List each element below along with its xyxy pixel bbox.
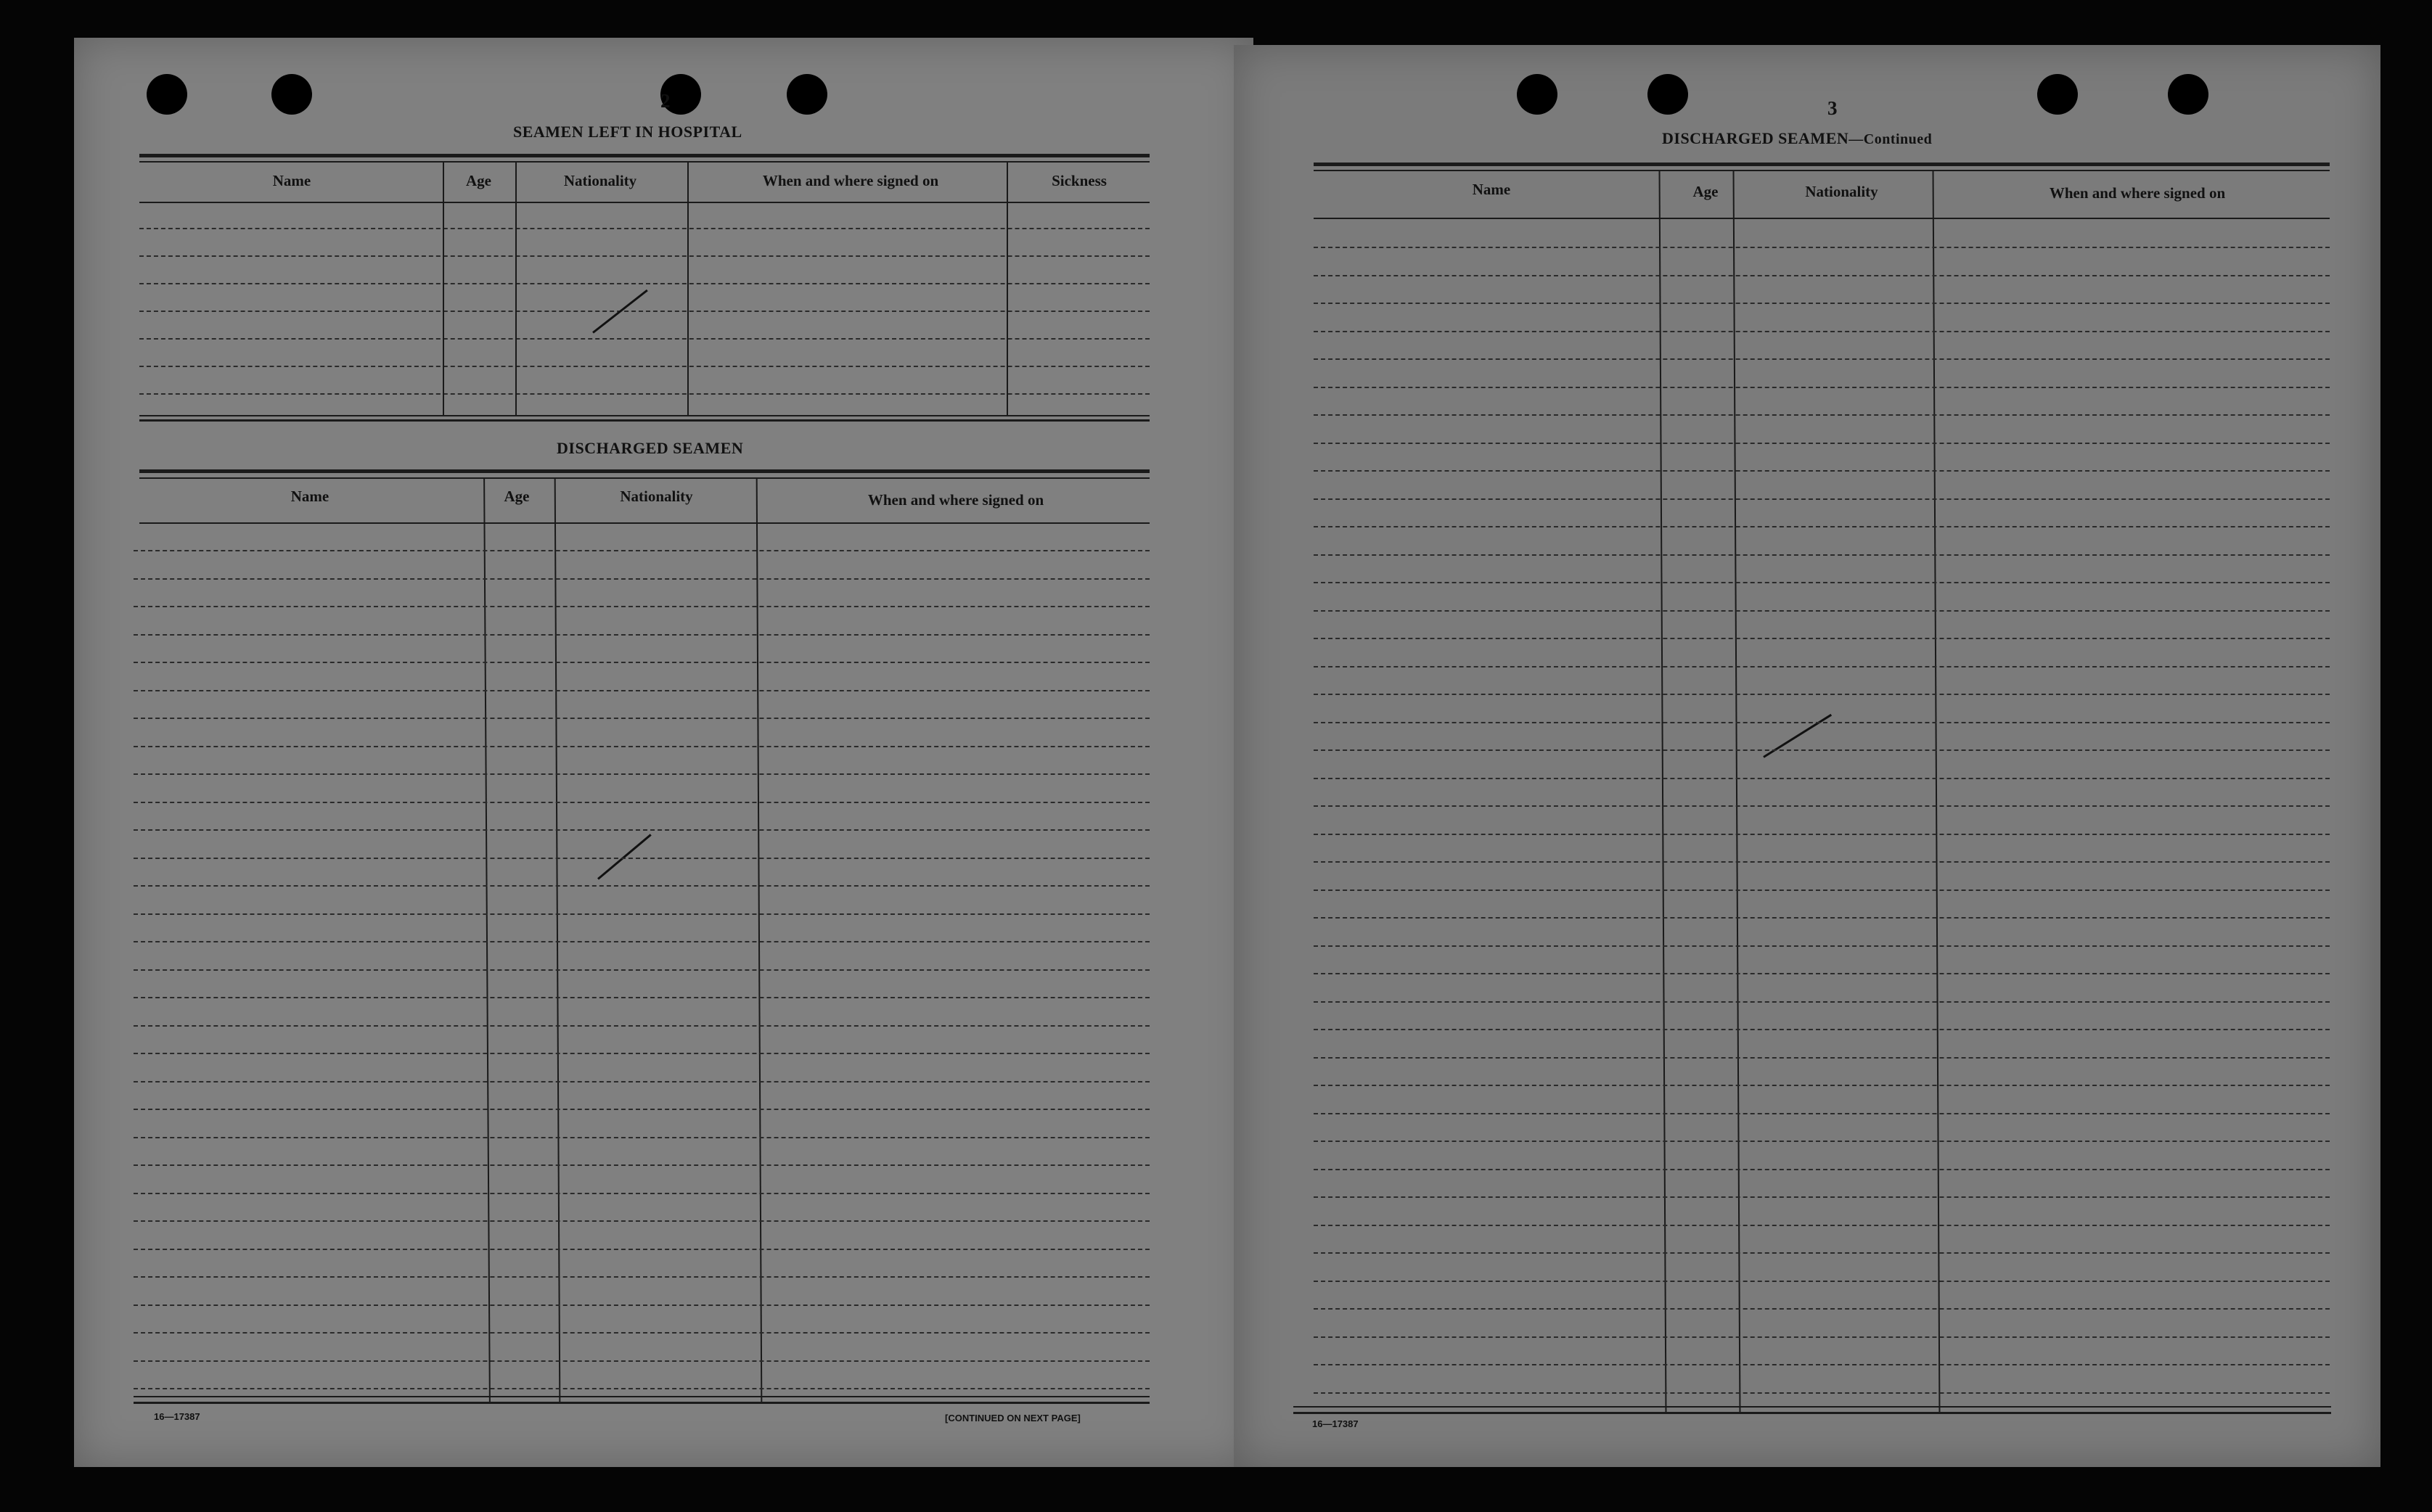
entry-line: [134, 1137, 1150, 1138]
column-divider: [443, 163, 444, 416]
entry-line: [1314, 443, 2330, 444]
entry-line: [1314, 889, 2330, 891]
entry-line: [134, 802, 1150, 803]
entry-line: [1314, 470, 2330, 472]
entry-line: [1314, 638, 2330, 639]
entry-line: [1314, 498, 2330, 500]
entry-line: [1314, 1113, 2330, 1114]
entry-line: [1314, 778, 2330, 779]
entry-line: [134, 662, 1150, 663]
entry-line: [1314, 1141, 2330, 1142]
page-number: 2: [660, 90, 671, 112]
page-number: 3: [1827, 97, 1838, 119]
section-title-suffix: —Continued: [1848, 131, 1933, 147]
punch-hole: [1647, 74, 1688, 115]
entry-line: [134, 773, 1150, 775]
entry-line: [134, 578, 1150, 580]
check-mark: [1763, 714, 1832, 758]
column-divider: [515, 163, 517, 416]
entry-line: [134, 1249, 1150, 1250]
entry-line: [134, 885, 1150, 887]
entry-line: [1314, 1225, 2330, 1226]
form-number: 16—17387: [1312, 1418, 1359, 1429]
entry-line: [1314, 414, 2330, 416]
entry-line: [1314, 303, 2330, 304]
entry-line: [134, 1388, 1150, 1389]
entry-line: [134, 550, 1150, 551]
entry-line: [134, 1053, 1150, 1054]
column-divider: [756, 479, 763, 1402]
entry-line: [1314, 1001, 2330, 1003]
punch-hole: [271, 74, 312, 115]
punch-hole: [2037, 74, 2078, 115]
entry-line: [134, 1081, 1150, 1082]
entry-line: [134, 1276, 1150, 1278]
entry-line: [134, 634, 1150, 636]
column-header-signed-on: When and where signed on: [762, 172, 939, 189]
entry-line: [134, 829, 1150, 831]
entry-line: [1314, 554, 2330, 556]
column-header-name: Name: [290, 488, 329, 505]
entry-line: [1314, 247, 2330, 248]
entry-line: [1314, 1281, 2330, 1282]
discharged-section-title: DISCHARGED SEAMEN: [557, 439, 744, 457]
entry-line: [134, 1025, 1150, 1027]
section-title-text: DISCHARGED SEAMEN: [1662, 129, 1849, 147]
header-rule: [139, 522, 1150, 524]
entry-line: [134, 746, 1150, 747]
entry-line: [139, 393, 1150, 395]
entry-line: [1314, 275, 2330, 276]
entry-line: [1314, 694, 2330, 695]
punch-hole: [787, 74, 827, 115]
column-header-signed-on: When and where signed on: [2049, 184, 2226, 202]
entry-line: [139, 228, 1150, 229]
entry-line: [1314, 1308, 2330, 1310]
entry-line: [1314, 917, 2330, 919]
column-divider: [554, 479, 561, 1402]
left-page: [74, 38, 1253, 1467]
section-rule: [139, 161, 1150, 163]
section-bottom-rule: [139, 415, 1150, 416]
column-header-sickness: Sickness: [1052, 172, 1107, 189]
entry-line: [134, 1109, 1150, 1110]
section-rule: [1314, 170, 2330, 171]
entry-line: [134, 969, 1150, 971]
entry-line: [139, 338, 1150, 340]
entry-line: [1314, 945, 2330, 947]
column-header-age: Age: [466, 172, 491, 189]
page-bottom-rule: [134, 1396, 1150, 1397]
column-header-age: Age: [1692, 183, 1719, 200]
column-divider: [483, 479, 491, 1402]
entry-line: [1314, 1169, 2330, 1170]
entry-line: [1314, 805, 2330, 807]
entry-line: [1314, 331, 2330, 332]
entry-line: [1314, 1392, 2330, 1394]
hospital-section-title: SEAMEN LEFT IN HOSPITAL: [513, 123, 742, 141]
section-rule: [139, 469, 1150, 473]
column-header-age: Age: [504, 488, 530, 505]
section-rule: [1314, 163, 2330, 166]
continued-note: [CONTINUED ON NEXT PAGE]: [945, 1413, 1081, 1423]
entry-line: [1314, 358, 2330, 360]
entry-line: [1314, 1196, 2330, 1198]
entry-line: [1314, 1029, 2330, 1030]
punch-hole: [2168, 74, 2208, 115]
section-rule: [139, 154, 1150, 157]
entry-line: [1314, 1252, 2330, 1254]
entry-line: [134, 858, 1150, 859]
right-page: [1234, 45, 2380, 1467]
punch-hole: [1517, 74, 1557, 115]
entry-line: [134, 1304, 1150, 1306]
section-bottom-rule: [139, 419, 1150, 422]
column-divider: [1007, 163, 1008, 416]
entry-line: [1314, 973, 2330, 974]
entry-line: [134, 1220, 1150, 1222]
entry-line: [134, 997, 1150, 998]
column-header-nationality: Nationality: [563, 172, 637, 189]
entry-line: [1314, 582, 2330, 583]
entry-line: [134, 718, 1150, 719]
column-header-nationality: Nationality: [1805, 183, 1878, 200]
entry-line: [134, 1360, 1150, 1362]
entry-line: [134, 913, 1150, 915]
entry-line: [1314, 610, 2330, 612]
entry-line: [1314, 834, 2330, 835]
page-bottom-rule: [1293, 1412, 2331, 1414]
entry-line: [139, 366, 1150, 367]
column-divider: [687, 163, 689, 416]
discharged-continued-title: [1662, 129, 1932, 148]
entry-line: [134, 1332, 1150, 1334]
entry-line: [134, 1193, 1150, 1194]
entry-line: [1314, 1364, 2330, 1365]
section-rule: [139, 477, 1150, 479]
form-number: 16—17387: [154, 1411, 200, 1422]
entry-line: [1314, 526, 2330, 527]
header-rule: [1314, 218, 2330, 219]
column-header-name: Name: [272, 172, 311, 189]
header-rule: [139, 202, 1150, 203]
entry-line: [1314, 722, 2330, 723]
column-header-nationality: Nationality: [620, 488, 693, 505]
entry-line: [134, 606, 1150, 607]
entry-line: [139, 311, 1150, 312]
entry-line: [1314, 861, 2330, 863]
check-mark: [597, 834, 652, 879]
column-header-name: Name: [1472, 181, 1511, 198]
entry-line: [1314, 1057, 2330, 1059]
entry-line: [1314, 666, 2330, 667]
entry-line: [139, 255, 1150, 257]
page-bottom-rule: [1293, 1406, 2331, 1408]
punch-hole: [147, 74, 187, 115]
entry-line: [1314, 749, 2330, 751]
entry-line: [1314, 1336, 2330, 1338]
entry-line: [139, 283, 1150, 284]
entry-line: [1314, 1085, 2330, 1086]
column-header-signed-on: When and where signed on: [867, 491, 1044, 509]
entry-line: [134, 1164, 1150, 1166]
entry-line: [1314, 387, 2330, 388]
page-bottom-rule: [134, 1402, 1150, 1404]
entry-line: [134, 690, 1150, 691]
entry-line: [134, 941, 1150, 942]
